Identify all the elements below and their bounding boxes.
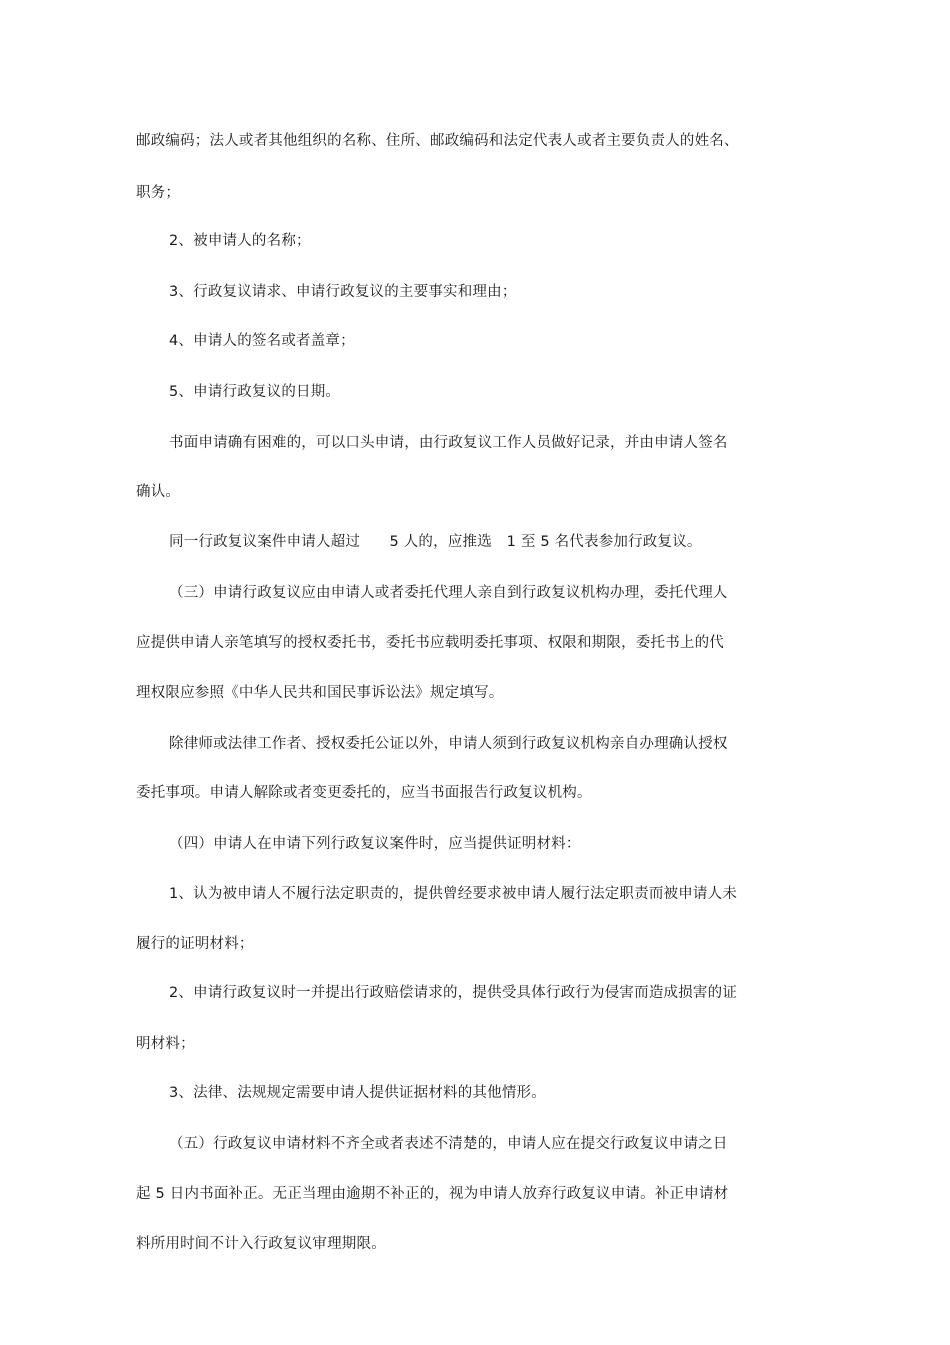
text-line: 起 5 日内书面补正。无正当理由逾期不补正的，视为申请人放弃行政复议申请。补正申请材	[136, 1186, 729, 1202]
section-5-heading: （五）行政复议申请材料不齐全或者表述不清楚的，申请人应在提交行政复议申请之日	[169, 1136, 728, 1152]
list-item-2: 2、申请行政复议时一并提出行政赔偿请求的，提供受具体行政行为侵害而造成损害的证	[169, 985, 738, 1001]
list-item-3: 3、行政复议请求、申请行政复议的主要事实和理由；	[169, 284, 517, 300]
text-line: 明材料；	[136, 1036, 195, 1052]
section-4-heading: （四）申请人在申请下列行政复议案件时，应当提供证明材料：	[169, 836, 581, 852]
list-item-4: 4、申请人的签名或者盖章；	[169, 333, 355, 349]
text-line: 职务；	[136, 185, 181, 201]
text-line: 确认。	[136, 484, 181, 500]
list-item-3: 3、法律、法规规定需要申请人提供证据材料的其他情形。	[169, 1085, 546, 1101]
section-3-heading: （三）申请行政复议应由申请人或者委托代理人亲自到行政复议机构办理，委托代理人	[169, 585, 728, 601]
paragraph-oral-application: 书面申请确有困难的，可以口头申请，由行政复议工作人员做好记录，并由申请人签名	[169, 435, 728, 451]
text-line: 料所用时间不计入行政复议审理期限。	[136, 1236, 386, 1252]
list-item-5: 5、申请行政复议的日期。	[169, 384, 341, 400]
paragraph-authorization: 除律师或法律工作者、授权委托公证以外，申请人须到行政复议机构亲自办理确认授权	[169, 736, 728, 752]
list-item-1: 1、认为被申请人不履行法定职责的，提供曾经要求被申请人履行法定职责而被申请人未	[169, 886, 738, 902]
text-line: 委托事项。申请人解除或者变更委托的，应当书面报告行政复议机构。	[136, 785, 592, 801]
text-line: 理权限应参照《中华人民共和国民事诉讼法》规定填写。	[136, 685, 504, 701]
text-line: 邮政编码；法人或者其他组织的名称、住所、邮政编码和法定代表人或者主要负责人的姓名、	[136, 133, 739, 149]
text-line: 履行的证明材料；	[136, 936, 254, 952]
list-item-2: 2、被申请人的名称；	[169, 233, 311, 249]
text-line: 应提供申请人亲笔填写的授权委托书，委托书应载明委托事项、权限和期限，委托书上的代	[136, 635, 724, 651]
paragraph-representatives: 同一行政复议案件申请人超过 5 人的，应推选 1 至 5 名代表参加行政复议。	[169, 534, 702, 550]
